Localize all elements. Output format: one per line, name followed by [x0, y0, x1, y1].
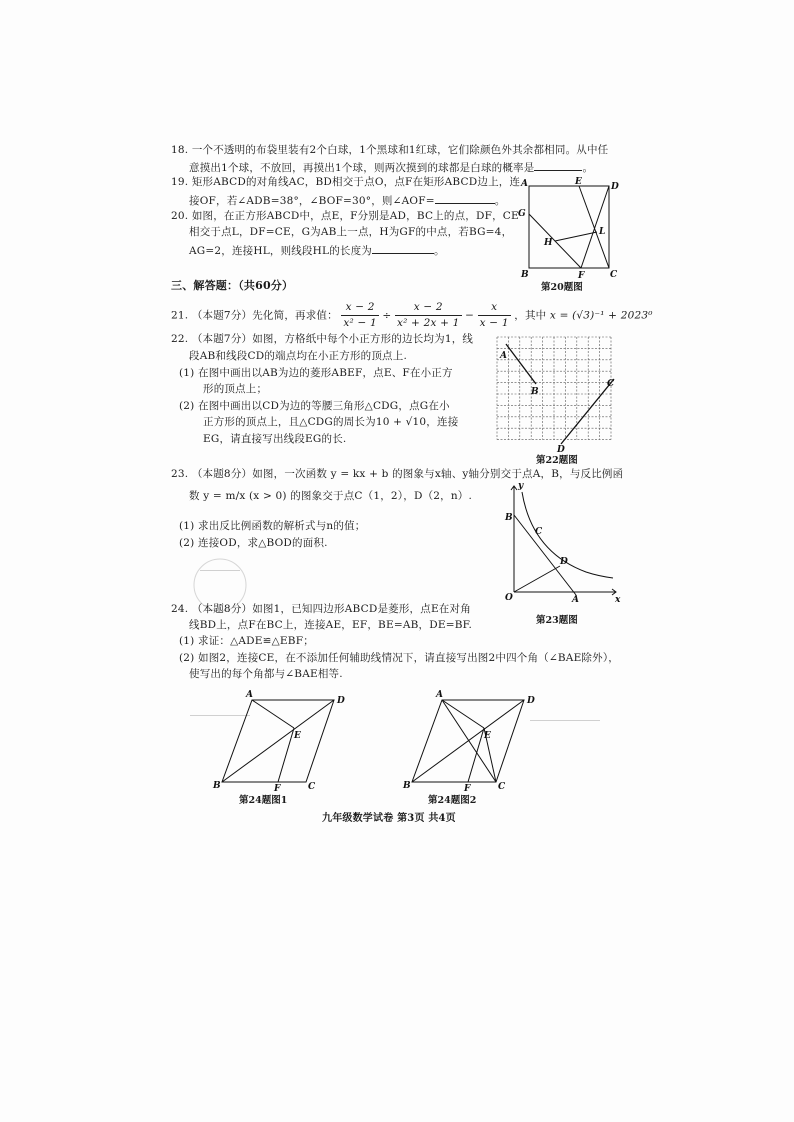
fig20-label-F: F: [578, 271, 585, 281]
fig24-2-label-A: A: [436, 690, 443, 700]
fig24-2-label-E: E: [484, 731, 491, 741]
fig24-1-label-C: C: [308, 782, 316, 792]
fig24-1-label-E: E: [294, 731, 301, 741]
fig22-grid-diagram: [494, 334, 619, 455]
q18-answer-blank[interactable]: [534, 160, 582, 171]
fig20-label-A: A: [521, 179, 528, 189]
fig24-2-caption: 第24题图2: [428, 795, 477, 806]
fig24-1-label-D: D: [337, 696, 345, 706]
fig22-label-A: A: [500, 351, 507, 361]
fig22-label-B: B: [531, 387, 539, 397]
fig24-1-caption: 第24题图1: [239, 795, 288, 806]
fig24-1-rhombus-diagram: [210, 688, 360, 794]
q23-line4: (2) 连接OD，求△BOD的面积.: [179, 537, 328, 549]
fig23-label-y: y: [518, 481, 524, 491]
q21-line: 21. （本题7分）先化简，再求值： $\frac{x - 2}{\text{x² − 1}}$ ÷ $\frac{x - 2}{\text{x² + 2x + 1}}$ − $\frac{x}{x - 1}$ ，其中 x = (√3)⁻¹ + 2023⁰: [171, 301, 653, 329]
q19-answer-blank[interactable]: [435, 193, 495, 204]
q20-answer-blank[interactable]: [372, 243, 434, 254]
q23-line3: (1) 求出反比例函数的解析式与n的值；: [179, 520, 366, 532]
fig23-label-O: O: [505, 593, 513, 603]
q22-line5: (2) 在图中画出以CD为边的等腰三角形△CDG，点G在小: [179, 400, 450, 412]
fig20-label-G: G: [518, 209, 526, 219]
q22-line7: EG，请直接写出线段EG的长.: [203, 433, 347, 445]
q18-line2: 意摸出1个球，不放回，再摸出1个球，则两次摸到的球都是白球的概率是 。: [189, 162, 594, 174]
q20-line3: AG=2，连接HL，则线段HL的长度为 。: [189, 245, 445, 257]
q22-line2: 段AB和线段CD的端点均在小正方形的顶点上.: [189, 350, 407, 362]
q24-line5: 使写出的每个角都与∠BAE相等.: [189, 668, 343, 680]
q21-fraction-1: $\frac{x - 2}{\text{x² − 1}}$: [343, 301, 377, 329]
fig20-caption: 第20题图: [541, 282, 583, 293]
q20-line2: 相交于点L，DF=CE，G为AB上一点，H为GF的中点，若BG=4，: [189, 226, 513, 238]
fig20-label-C: C: [610, 270, 618, 280]
fig23-caption: 第23题图: [536, 615, 578, 626]
fig24-2-label-B: B: [403, 781, 411, 791]
q22-line4: 形的顶点上；: [203, 383, 268, 395]
fig23-label-x: x: [615, 595, 621, 605]
q22-line1: 22. （本题7分）如图，方格纸中每个小正方形的边长均为1，线: [171, 333, 474, 345]
fig24-2-label-D: D: [527, 696, 535, 706]
q24-line2: 线BD上，点F在BC上，连接AE，EF，BE=AB，DE=BF.: [189, 619, 473, 631]
page-footer: 九年级数学试卷 第3页 共4页: [322, 813, 456, 824]
q21-fraction-2: $\frac{x - 2}{\text{x² + 2x + 1}}$: [396, 301, 460, 329]
q19-line2: 接OF，若∠ADB=38°，∠BOF=30°，则∠AOF= 。: [189, 195, 506, 207]
fig22-label-D: D: [557, 445, 565, 455]
q24-line4: (2) 如图2，连接CE，在不添加任何辅助线情况下，请直接写出图2中四个角（∠BAE除外），: [179, 652, 619, 664]
q21-fraction-3: $\frac{x}{x - 1}$: [479, 301, 509, 329]
section3-heading: 三、解答题：（共60分）: [171, 279, 294, 292]
fig24-1-label-F: F: [274, 784, 281, 794]
fig20-label-D: D: [611, 182, 619, 192]
fig20-label-B: B: [521, 270, 529, 280]
q22-line3: (1) 在图中画出以AB为边的菱形ABEF，点E、F在小正方: [179, 367, 453, 379]
fig23-function-graph: [498, 480, 623, 605]
q18-line1: 18. 一个不透明的布袋里装有2个白球，1个黑球和1红球，它们除颜色外其余都相同。从中任: [171, 144, 609, 156]
fig24-2-label-F: F: [464, 784, 471, 794]
fig24-1-label-B: B: [213, 781, 221, 791]
fig22-label-C: C: [607, 379, 615, 389]
fig22-caption: 第22题图: [536, 455, 578, 466]
fig20-label-L: L: [599, 227, 606, 237]
fig23-label-B: B: [505, 513, 513, 523]
q23-line1: 23. （本题8分）如图，一次函数 y = kx + b 的图象与x轴、y轴分别交于点A，B，与反比例函: [171, 468, 624, 480]
q24-line1: 24. （本题8分）如图1，已知四边形ABCD是菱形，点E在对角: [171, 603, 471, 615]
fig24-1-label-A: A: [246, 690, 253, 700]
fig20-point-labels: [518, 177, 619, 281]
fig23-label-A: A: [572, 595, 579, 605]
fig23-label-C: C: [535, 527, 543, 537]
q24-line3: (1) 求证：△ADE≌△EBF；: [179, 635, 314, 647]
fig20-label-E: E: [575, 177, 582, 187]
q19-line1: 19. 矩形ABCD的对角线AC，BD相交于点O，点F在矩形ABCD边上，连: [171, 176, 521, 188]
fig24-2-rhombus-diagram: [400, 688, 550, 794]
fig24-2-label-C: C: [498, 782, 506, 792]
fig23-label-D: D: [560, 557, 568, 567]
q22-line6: 正方形的顶点上，且△CDG的周长为10 + √10，连接: [203, 416, 459, 428]
fig20-square-diagram: [518, 177, 624, 281]
q23-line2: 数 y = m/x (x > 0) 的图象交于点C（1，2），D（2，n）.: [189, 490, 473, 502]
q20-line1: 20. 如图，在正方形ABCD中，点E，F分别是AD，BC上的点，DF，CE: [171, 210, 519, 222]
fig20-label-H: H: [544, 238, 553, 248]
